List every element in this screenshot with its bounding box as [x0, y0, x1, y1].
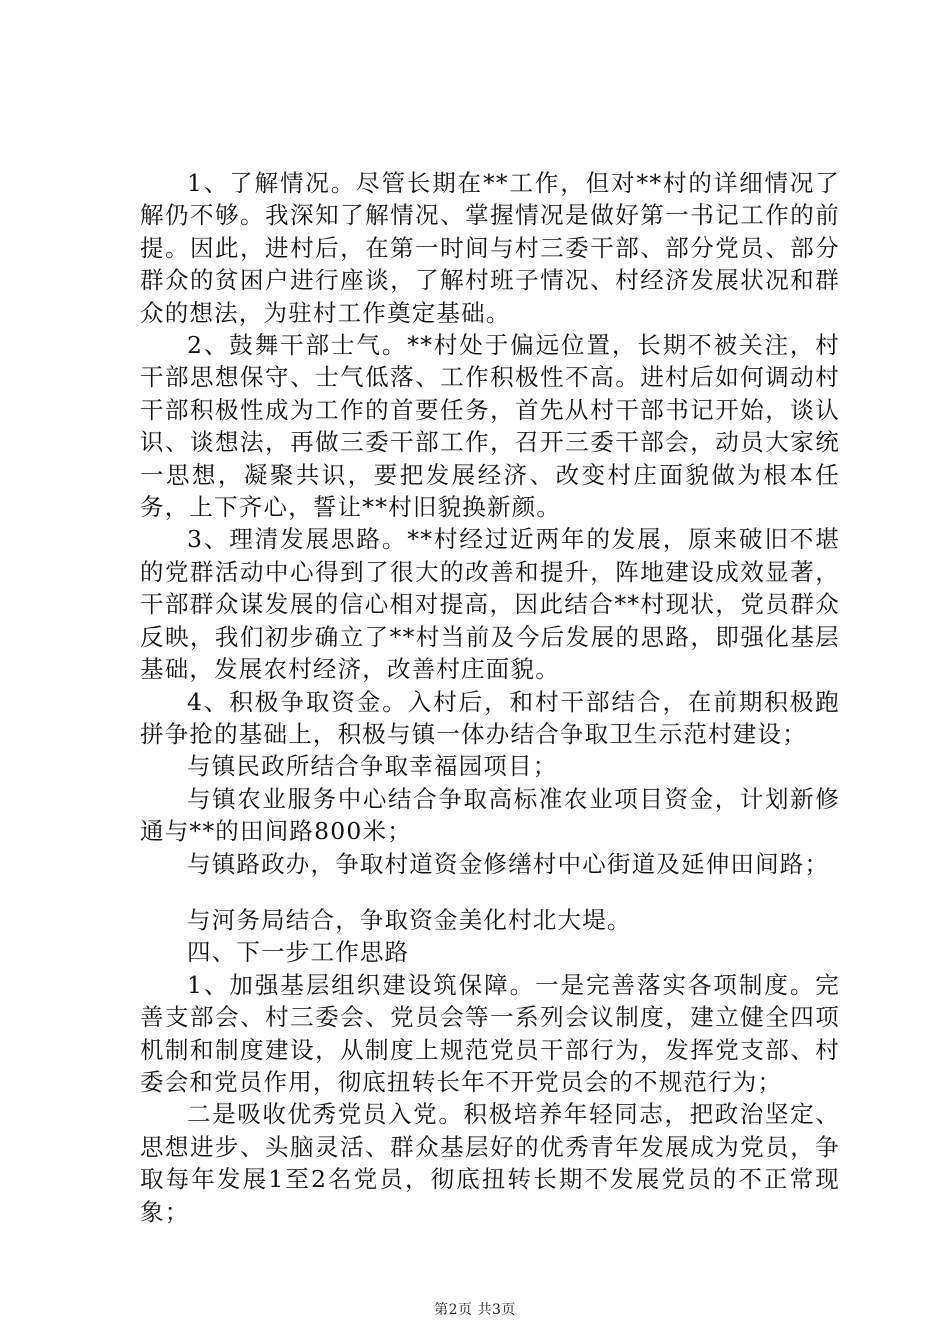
paragraph-development-ideas: 3、理清发展思路。**村经过近两年的发展，原来破旧不堪的党群活动中心得到了很大的改善和提升，阵地建设成效显著，干部群众谋发展的信心相对提高，因此结合**村现状，党员群众反映，我们初步确立了**村当前及今后发展的思路，即强化基层基础，发展农村经济，改善村庄面貌。: [140, 525, 840, 684]
paragraph-road-office: 与镇路政办，争取村道资金修缮村中心街道及延伸田间路；: [187, 849, 830, 878]
paragraph-civil-affairs: 与镇民政所结合争取幸福园项目；: [187, 752, 558, 781]
paragraph-understand-situation: 1、了解情况。尽管长期在**工作，但对**村的详细情况了解仍不够。我深知了解情况、掌握情况是做好第一书记工作的前提。因此，进村后，在第一时间与村三委干部、部分党员、部分群众的贫困户进行座谈，了解村班子情况、村经济发展状况和群众的想法，为驻村工作奠定基础。: [140, 169, 840, 327]
section-heading-next-steps: 四、下一步工作思路: [187, 938, 410, 967]
paragraph-river-bureau: 与河务局结合，争取资金美化村北大堤。: [187, 905, 632, 934]
paragraph-boost-morale: 2、鼓舞干部士气。**村处于偏远位置，长期不被关注，村干部思想保守、士气低落、工作积极性不高。进村后如何调动村干部积极性成为工作的首要任务，首先从村干部书记开始，谈认识、谈想法，再做三委干部工作，召开三委干部会，动员大家统一思想，凝聚共识，要把发展经济、改变村庄面貌做为根本任务，上下齐心，誓让**村旧貌换新颜。: [140, 331, 840, 522]
document-body: [140, 167, 840, 1228]
paragraph-agriculture-center: 与镇农业服务中心结合争取高标准农业项目资金，计划新修通与**的田间路800米；: [140, 784, 840, 846]
paragraph-recruit-members: 二是吸收优秀党员入党。积极培养年轻同志，把政治坚定、思想进步、头脑灵活、群众基层好的优秀青年发展成为党员，争取每年发展1至2名党员，彻底扭转长期不发展党员的不正常现象；: [140, 1100, 840, 1226]
paragraph-grassroots-organization: 1、加强基层组织建设筑保障。一是完善落实各项制度。完善支部会、村三委会、党员会等一系列会议制度，建立健全四项机制和制度建设，从制度上规范党员干部行为，发挥党支部、村委会和党员作用，彻底扭转长年不开党员会的不规范行为；: [140, 970, 840, 1096]
paragraph-seek-funds: 4、积极争取资金。入村后，和村干部结合，在前期积极跑拼争抢的基础上，积极与镇一体办结合争取卫生示范村建设；: [140, 687, 840, 748]
paragraph-gap: [140, 880, 840, 904]
page-number-footer: 第2页 共3页: [434, 1302, 516, 1318]
